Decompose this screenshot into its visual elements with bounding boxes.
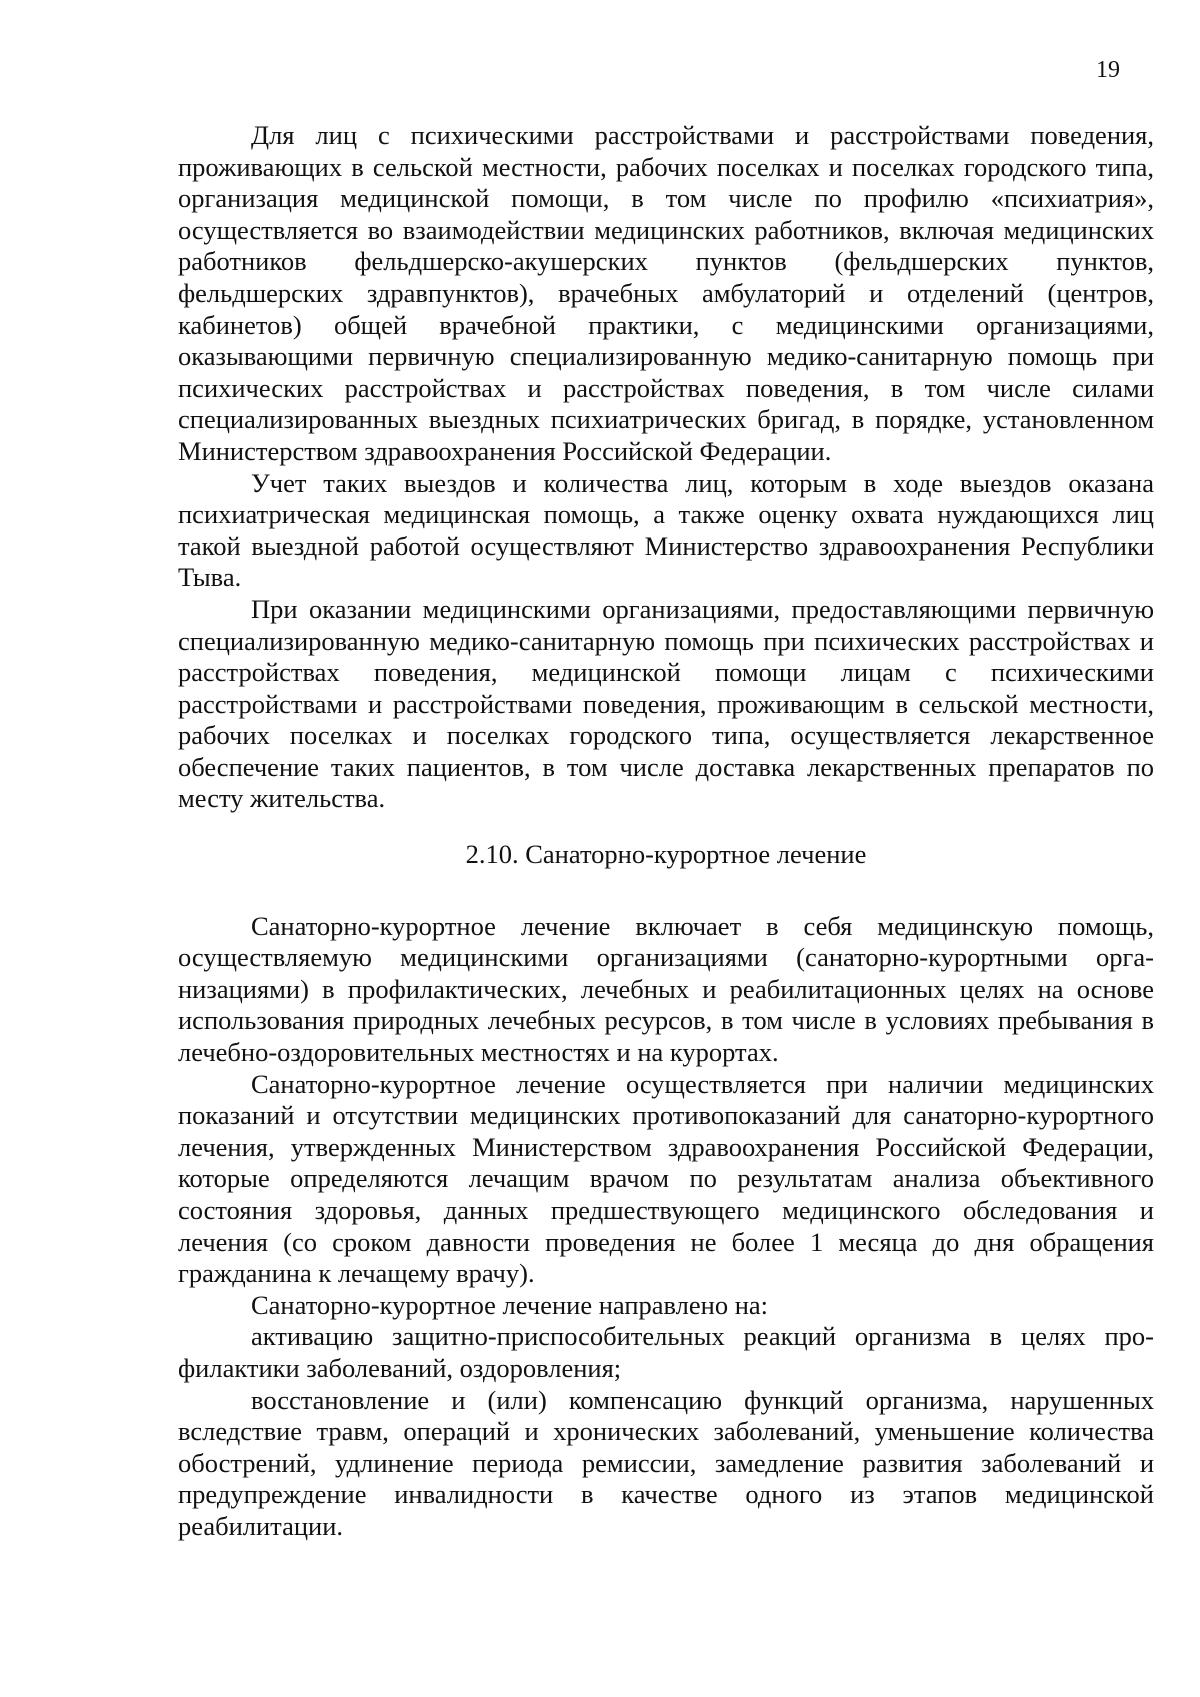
paragraph-sanatorium-indications: Санаторно-курортное лечение осуществляется при наличии медицинских показаний и отсутствии медицинских противопоказаний для санаторно-курортного лечения, утвержденных Министерством здравоохранения Российской Федерации, которые определяются лечащим врачом по результатам анализа объективного состояния здоровья, данных предшествующего медицинского обследования и лечения (со сроком давности проведения не более 1 месяца до дня обращения гражданина к лечащему врачу). (178, 1068, 1154, 1289)
paragraph-psychiatric-rural-care: Для лиц с психическими расстройствами и расстройствами поведения, проживающих в сельской местности, рабочих поселках и поселках городского типа, организация медицинской помощи, в том числе по профилю «психиатрия», осуществляется во взаимодействии медицинских работников, включая медицинских работников фельдшерско-акушерских пунктов (фельдшерских пунктов, фельдшерских здравпунктов), врачебных амбулаторий и отделений (центров, кабинетов) общей врачебной практики, с медицинскими организациями, оказывающими первичную специализированную медико-санитарную помощь при психических расстройствах и расстройствах поведения, в том числе силами специализированных выездных психиатрических бригад, в порядке, установленном Министерством здравоохранения Российской Федерации. (178, 120, 1154, 466)
paragraph-drug-provision: При оказании медицинскими организациями, предоставляющими первичную специализированную медико-санитарную помощь при психических расстройствах и расстройствах поведения, медицинской помощи лицам с психическими расстройствами и расстройствами поведения, проживающим в сельской местности, рабочих поселках и поселках городского типа, осуществляется лекарственное обеспечение таких пациентов, в том числе доставка лекарственных препаратов по месту жительства. (178, 593, 1154, 814)
page-number: 19 (1096, 57, 1120, 83)
paragraph-visits-accounting: Учет таких выездов и количества лиц, которым в ходе выездов оказана психиатрическая медицинская помощь, а также оценку охвата нуждающихся лиц такой выездной работой осуществляют Министерство здравоохранения Республики Тыва. (178, 467, 1154, 593)
paragraph-aim-activation: активацию защитно-приспособительных реакций организма в целях профилактики заболеваний, оздоровления; (178, 1321, 1154, 1383)
paragraph-sanatorium-aims: Санаторно-курортное лечение направлено на: (251, 1289, 769, 1320)
section-heading: 2.10. Санаторно-курортное лечение (465, 839, 867, 870)
paragraph-sanatorium-definition: Санаторно-курортное лечение включает в себя медицинскую помощь, осуществляемую медицинскими организациями (санаторно-курортными организациями) в профилактических, лечебных и реабилитационных целях на основе использования природных лечебных ресурсов, в том числе в условиях пребывания в лечебно-оздоровительных местностях и на курортах. (178, 910, 1154, 1068)
paragraph-aim-restoration: восстановление и (или) компенсацию функций организма, нарушенных вследствие травм, операций и хронических заболеваний, уменьшение количества обострений, удлинение периода ремиссии, замедление развития заболеваний и предупреждение инвалидности в качестве одного из этапов медицинской реабилитации. (178, 1384, 1154, 1541)
document-body (178, 120, 1154, 1543)
